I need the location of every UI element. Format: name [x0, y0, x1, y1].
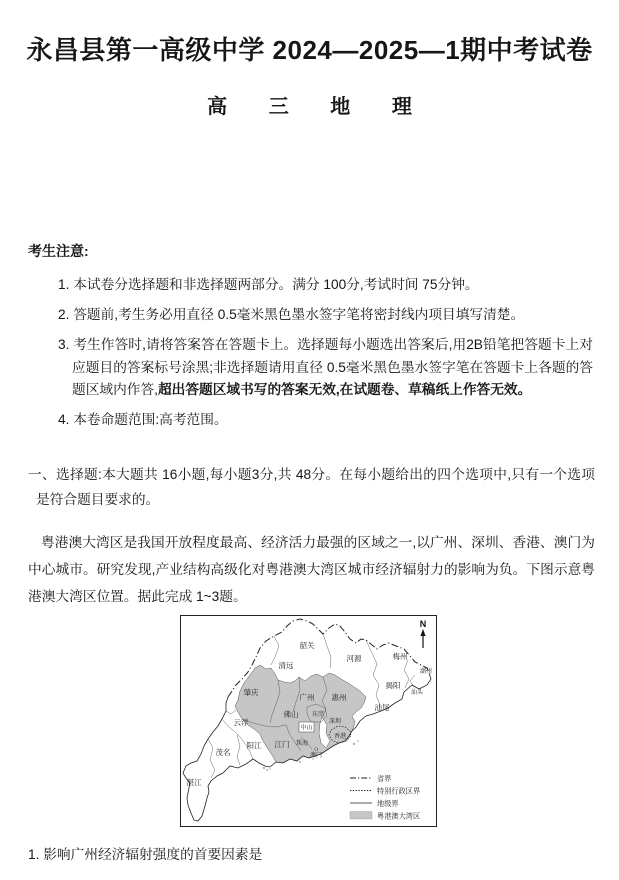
notice-item-3-bold-text: 超出答题区域书写的答案无效,在试题卷、草稿纸上作答无效。 — [157, 382, 532, 397]
map-label-jiangmen: 江门 — [274, 740, 290, 749]
notice-item-4: 4. 本卷命题范围:高考范围。 — [58, 412, 228, 427]
map-label-xianggang: 香港 — [333, 734, 347, 740]
legend-prefecture-label: 地级界 — [377, 799, 399, 808]
map-label-guangzhou: 广州 — [299, 693, 315, 702]
map-label-dongguan: 东莞 — [311, 712, 325, 718]
map-label-zhaoqing: 肇庆 — [243, 688, 259, 697]
notice-item-3-text: 3. 考生作答时,请将答案答在答题卡上。选择题每小题选出答案后,用2B铅笔把答题卡上对应题目的答案标号涂黑;非选择题请用直径 0.5毫米黑色墨水签字笔在答题卡上各题的答题区域内作答, — [58, 337, 593, 397]
section-heading: 一、选择题:本大题共 16小题,每小题3分,共 48分。在每小题给出的四个选项中,只有一个选项是符合题目要求的。 — [28, 467, 595, 507]
stimulus-passage: 粤港澳大湾区是我国开放程度最高、经济活力最强的区域之一,以广州、深圳、香港、澳门为中心城市。研究发现,产业结构高级化对粤港澳大湾区城市经济辐射力的影响为负。下图示意粤港澳大湾区位置。据此完成 1~3题。 — [28, 535, 595, 604]
legend-sar-label: 特别行政区界 — [377, 786, 421, 796]
notice-item-3 — [28, 334, 593, 402]
macau-region — [314, 747, 317, 750]
map-label-heyuan: 河源 — [346, 654, 362, 663]
notice-items — [28, 274, 593, 432]
legend-bayarea-label: 粤港澳大湾区 — [377, 811, 421, 821]
bay-area-map — [180, 615, 437, 827]
map-label-yangjiang: 阳江 — [246, 741, 262, 750]
map-label-shenzhen: 深圳 — [328, 719, 342, 725]
map-label-chaozhou: 潮州 — [419, 669, 433, 675]
subject-title: 高 三 地 理 — [207, 96, 430, 118]
notice-heading: 考生注意: — [28, 243, 89, 259]
map-label-zhanjiang: 湛江 — [186, 778, 202, 787]
map-label-qingyuan: 清远 — [278, 661, 294, 670]
map-label-aomen: 澳门 — [309, 753, 323, 759]
notice-block — [28, 241, 593, 439]
map-label-yunfu: 云浮 — [233, 718, 249, 727]
map-label-meizhou: 梅州 — [392, 652, 408, 661]
map-label-shaoguan: 韶关 — [299, 641, 315, 650]
map-label-maoming: 茂名 — [215, 748, 231, 757]
map-label-foshan: 佛山 — [283, 710, 299, 719]
notice-item-2: 2. 答题前,考生务必用直径 0.5毫米黑色墨水签字笔将密封线内项目填写清楚。 — [58, 307, 525, 322]
map-label-zhuhai: 珠海 — [295, 741, 309, 747]
page-title: 永昌县第一高级中学 2024—2025—1期中考试卷 — [26, 35, 593, 65]
map-figure — [180, 615, 437, 827]
map-label-zhongshan: 中山 — [300, 725, 313, 732]
notice-item-1: 1. 本试卷分选择题和非选择题两部分。满分 100分,考试时间 75分钟。 — [58, 277, 479, 292]
map-label-shantou: 汕头 — [410, 690, 424, 696]
legend-bayarea-swatch — [350, 812, 372, 820]
compass-n-label: N — [419, 619, 427, 629]
map-label-jieyang: 揭阳 — [385, 681, 401, 690]
map-label-shanwei: 汕尾 — [374, 703, 390, 712]
question-1: 1. 影响广州经济辐射强度的首要因素是 — [28, 847, 263, 862]
legend-province-label: 省界 — [377, 774, 392, 783]
map-label-huizhou: 惠州 — [331, 693, 347, 702]
